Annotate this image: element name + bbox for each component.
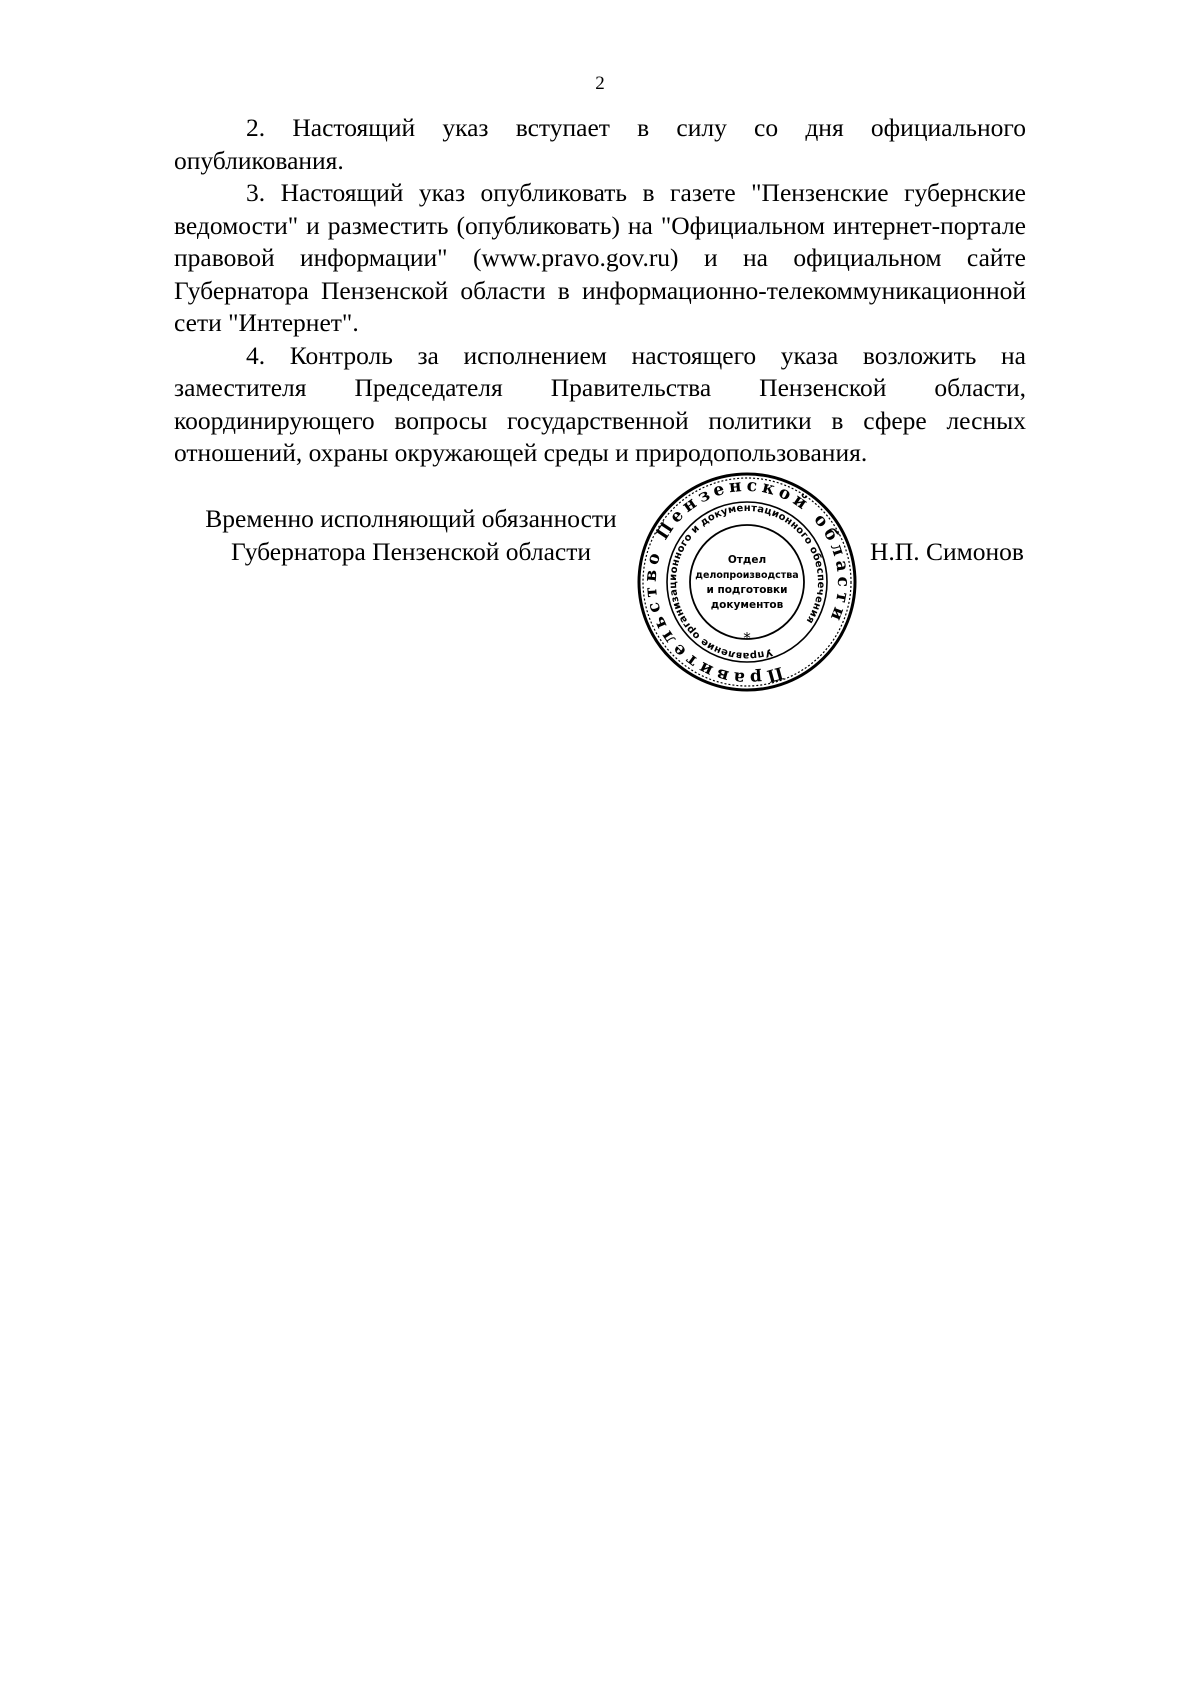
paragraph-3: 3. Настоящий указ опубликовать в газете "Пензенские губернские ведомости" и разместить (опубликовать) на "Официальном интернет-портале правовой информации" (www.pravo.gov.ru) и на официальном сайте Губернатора Пензенской области в информационно-телекоммуникационной сети "Интернет". xyxy=(174,178,1026,337)
signatory-position-line-1: Временно исполняющий обязанности xyxy=(205,504,617,533)
seal-outer-text: Правительство Пензенской области xyxy=(640,475,854,689)
seal-graphic xyxy=(636,471,858,693)
seal-center-line-3: и подготовки xyxy=(706,584,788,596)
page-number: 2 xyxy=(595,73,605,94)
signatory-position xyxy=(176,502,646,568)
seal-center-line-2: делопроизводства xyxy=(695,570,799,581)
seal-center-line-1: Отдел xyxy=(727,554,767,566)
official-seal-stamp xyxy=(636,471,858,693)
document-body xyxy=(174,112,1026,470)
signatory-position-line-2: Губернатора Пензенской области xyxy=(230,537,592,566)
paragraph-4: 4. Контроль за исполнением настоящего указа возложить на заместителя Председателя Правительства Пензенской области, координирующего вопросы государственной политики в сфере лесных отношений, охраны окружающей среды и природопользования. xyxy=(174,340,1026,467)
seal-middle-text: Управление организационного и документационного обеспечения xyxy=(667,502,827,662)
seal-center-line-4: документов xyxy=(710,599,784,611)
paragraph-2: 2. Настоящий указ вступает в силу со дня официального опубликования. xyxy=(174,113,1026,175)
seal-star-icon: * xyxy=(743,629,751,647)
signatory-name: Н.П. Симонов xyxy=(870,537,1024,566)
